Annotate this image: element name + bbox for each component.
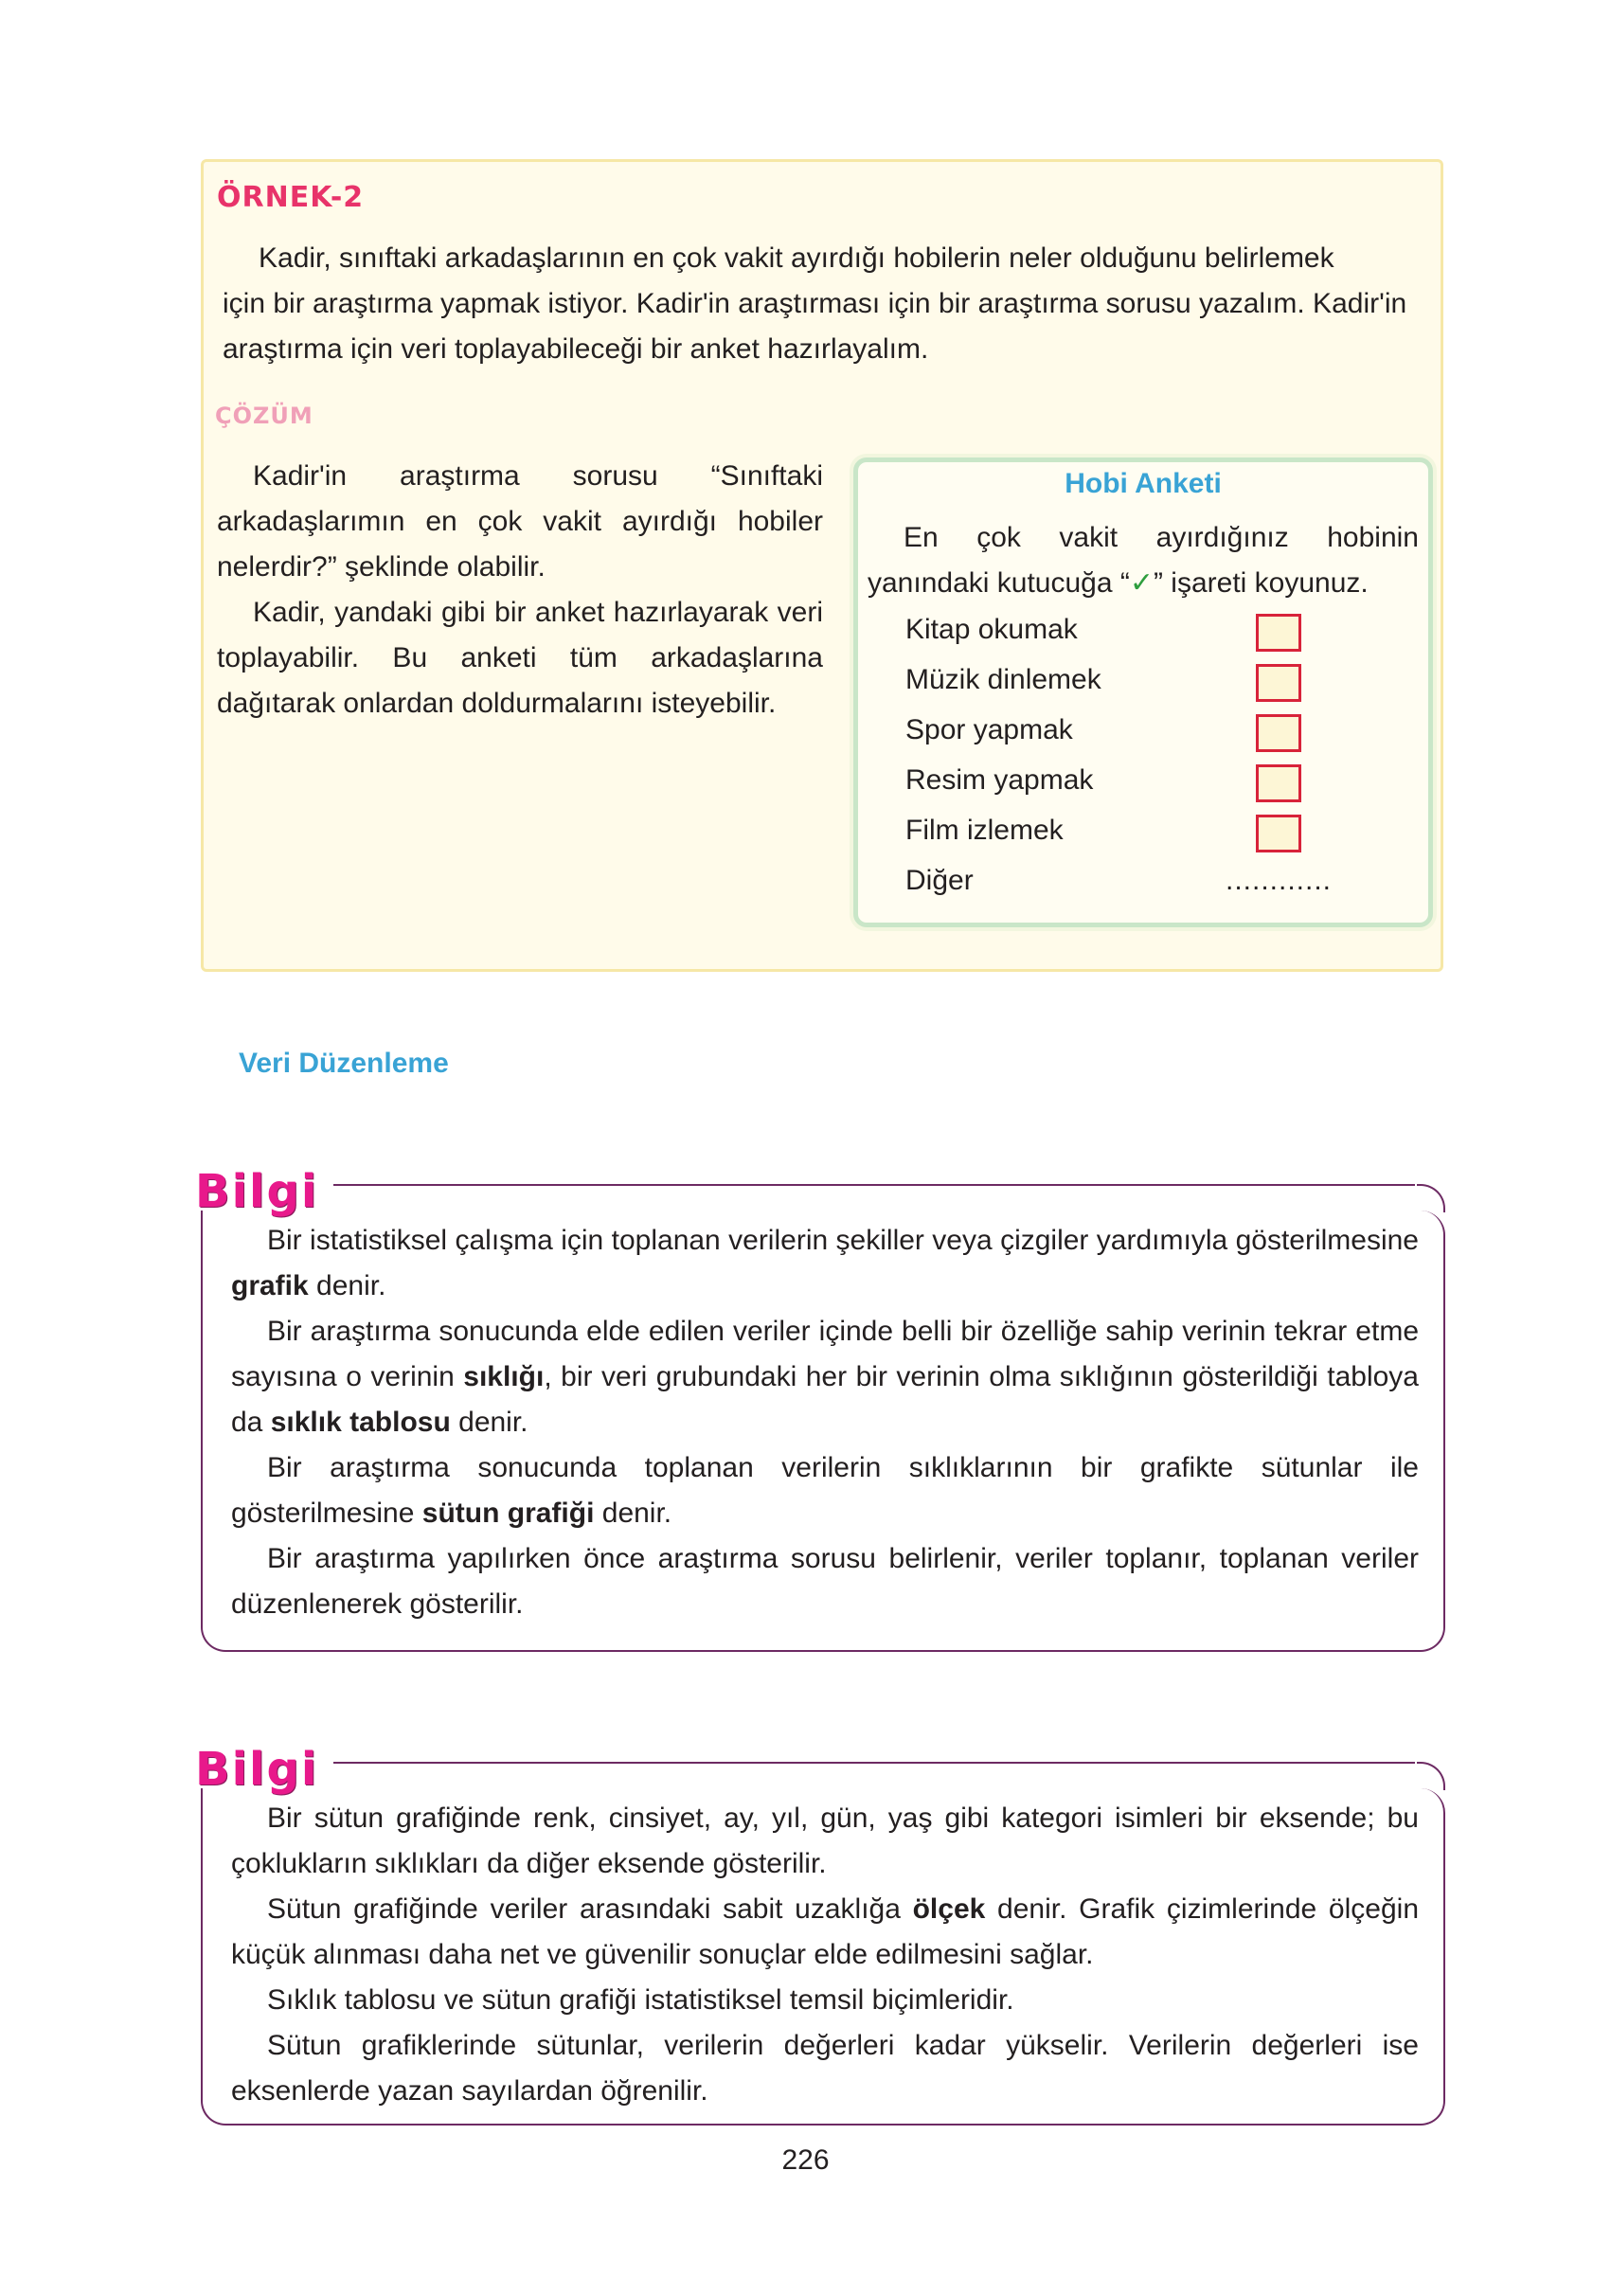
survey-option (905, 608, 1379, 655)
survey-checkbox[interactable] (1256, 815, 1301, 852)
survey-checkbox[interactable] (1256, 714, 1301, 752)
info-text-segment: denir. Grafik çizimlerinde ölçeğin küçük alınması daha net ve güvenilir sonuçlar elde edilmesini sağlar. (231, 1893, 1420, 1970)
survey-card (853, 457, 1433, 927)
survey-other-blank[interactable]: ............ (1226, 865, 1333, 896)
info-paragraph (231, 1887, 1419, 1978)
info-box (195, 1165, 1445, 1652)
info-paragraph: Bir sütun grafiğinde renk, cinsiyet, ay, yıl, gün, yaş gibi kategori isimleri bir eksende; bu çoklukların sıklıkları da diğer eksende gösterilir. (231, 1803, 1419, 1879)
info-text-segment: Bir istatistiksel çalışma için toplanan verilerin şekiller veya çizgiler yardımıyla gösterilmesine (267, 1225, 1419, 1256)
survey-option-label: Kitap okumak (905, 614, 1078, 645)
info-text-segment: Bir araştırma sonucunda elde edilen veriler içinde belli bir özelliğe sahip verinin tekrar etme sayısına o verinin (231, 1316, 1419, 1392)
info-divider (333, 1184, 1415, 1186)
example-text-line1: Kadir, sınıftaki arkadaşlarının en çok vakit ayırdığı hobilerin neler olduğunu belirlemek (259, 242, 1334, 274)
term-sutun-grafigi: sütun grafiği (421, 1498, 595, 1529)
solution-title: ÇÖZÜM (215, 403, 313, 429)
page-number: 226 (781, 2144, 830, 2176)
term-siklik-tablosu: sıklık tablosu (270, 1407, 451, 1438)
term-sikligi: sıklığı (463, 1361, 545, 1392)
info-text-segment: Bir araştırma sonucunda toplanan verilerin sıklıklarının bir grafikte sütunlar ile gösterilmesine (231, 1452, 1419, 1529)
check-mark-icon: ✓ (1129, 566, 1154, 600)
info-corner (1417, 1184, 1445, 1212)
survey-checkbox[interactable] (1256, 614, 1301, 652)
section-heading: Veri Düzenleme (239, 1048, 449, 1079)
survey-option-label: Spor yapmak (905, 714, 1073, 745)
survey-title: Hobi Anketi (1065, 468, 1222, 499)
info-text-segment: denir. (308, 1270, 386, 1301)
info-label: Bilgi (195, 1743, 319, 1796)
example-title: ÖRNEK-2 (217, 181, 365, 214)
info-text-segment: , bir veri grubundaki her bir verinin olma sıklığının gösterildiği tabloya da (231, 1361, 1419, 1438)
info-corner (1417, 1762, 1445, 1790)
survey-other-label: Diğer (905, 865, 974, 896)
survey-option-label: Resim yapmak (905, 764, 1094, 796)
survey-option-label: Film izlemek (905, 815, 1064, 846)
example-text (223, 236, 1418, 372)
example-text-rest: için bir araştırma yapmak istiyor. Kadir'in araştırması için bir araştırma sorusu yazalım. Kadir'in araştırma için veri toplayabileceği bir anket hazırlayalım. (223, 288, 1407, 365)
info-divider (333, 1762, 1415, 1764)
info-paragraph (231, 1309, 1419, 1445)
info-text-segment: denir. (450, 1407, 528, 1438)
term-grafik: grafik (231, 1270, 309, 1301)
survey-instruction-part2: ” işareti koyunuz. (1153, 567, 1369, 599)
info-paragraph (231, 1218, 1419, 1309)
example-box (201, 159, 1443, 972)
survey-option-label: Müzik dinlemek (905, 664, 1101, 695)
info-text-segment: Sütun grafiğinde veriler arasındaki sabit uzaklığa (267, 1893, 913, 1925)
survey-instruction (868, 515, 1419, 606)
info-paragraph: Sıklık tablosu ve sütun grafiği istatistiksel temsil biçimleridir. (267, 1984, 1014, 2016)
solution-paragraph-2: Kadir, yandaki gibi bir anket hazırlayarak veri toplayabilir. Bu anketi tüm arkadaşlarına dağıtarak onlardan doldurmalarını isteyebilir. (217, 597, 823, 719)
info-paragraph (231, 1445, 1419, 1536)
info-label: Bilgi (195, 1165, 319, 1218)
survey-option (905, 658, 1379, 706)
info-text (231, 1796, 1419, 2114)
survey-option-other (905, 859, 1379, 906)
solution-paragraph-1: Kadir'in araştırma sorusu “Sınıftaki arkadaşlarımın en çok vakit ayırdığı hobiler nelerdir?” şeklinde olabilir. (217, 460, 823, 583)
survey-option (905, 709, 1379, 756)
survey-checkbox[interactable] (1256, 664, 1301, 702)
survey-option (905, 809, 1379, 856)
survey-checkbox[interactable] (1256, 764, 1301, 802)
survey-option (905, 759, 1379, 806)
solution-text (217, 454, 823, 726)
info-box (195, 1743, 1445, 2126)
term-olcek: ölçek (912, 1893, 986, 1925)
info-text (231, 1218, 1419, 1627)
info-paragraph: Bir araştırma yapılırken önce araştırma sorusu belirlenir, veriler toplanır, toplanan veriler düzenlenerek gösterilir. (231, 1543, 1419, 1620)
info-text-segment: denir. (594, 1498, 672, 1529)
survey-instruction-part1: En çok vakit ayırdığınız hobinin yanındaki kutucuğa “ (868, 522, 1419, 599)
info-paragraph: Sütun grafiklerinde sütunlar, verilerin değerleri kadar yükselir. Verilerin değerleri ise eksenlerde yazan sayılardan öğrenilir. (231, 2030, 1419, 2107)
